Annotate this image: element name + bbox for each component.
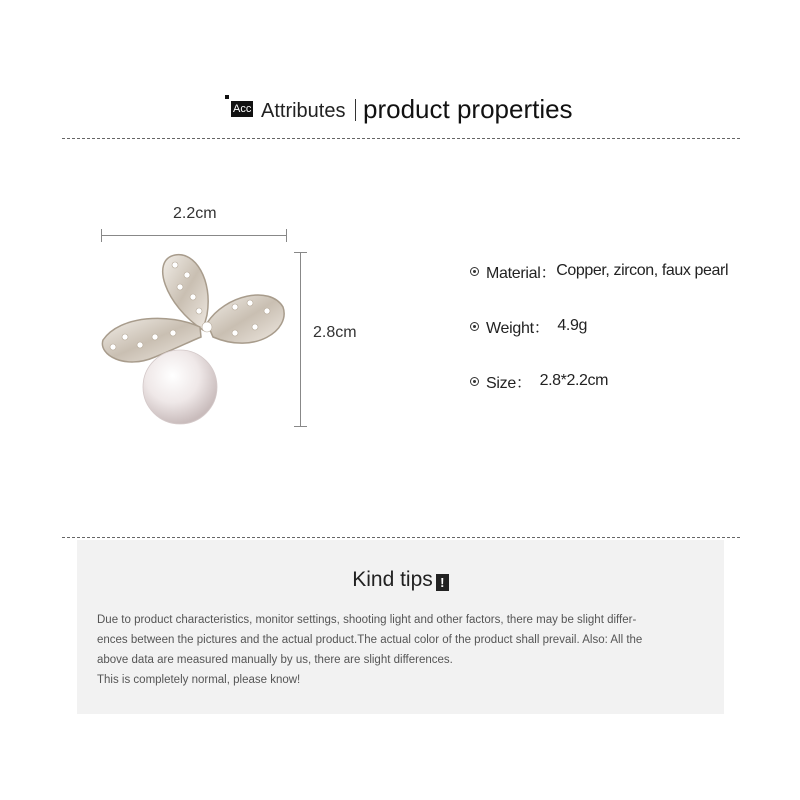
tips-line: This is completely normal, please know! — [97, 674, 301, 686]
header-tag: Acc — [233, 103, 252, 115]
height-line — [300, 252, 301, 427]
product-image — [95, 245, 295, 435]
spec-label: Weight： — [486, 319, 550, 337]
width-line — [101, 235, 287, 236]
bullet-icon — [470, 377, 479, 386]
tips-line: Due to product characteristics, monitor settings, shooting light and other factors, there may be slight differ- — [97, 614, 637, 626]
header-separator — [355, 99, 356, 121]
spec-material — [470, 260, 728, 282]
spec-label: Size： — [486, 374, 532, 392]
tips-line: ences between the pictures and the actual product.The actual color of the product shall prevail. Also: All the — [97, 634, 643, 646]
spec-weight — [470, 315, 587, 337]
top-divider — [62, 138, 740, 139]
header-dot — [225, 95, 229, 99]
spec-value: 4.9g — [557, 317, 587, 334]
spec-value: 2.8*2.2cm — [539, 372, 609, 389]
pearl — [143, 350, 217, 424]
tips-title: Kind tips — [352, 568, 433, 591]
bottom-divider — [62, 537, 740, 538]
spec-size — [470, 370, 608, 392]
height-tick-bottom — [294, 426, 307, 427]
width-label: 2.2cm — [173, 205, 217, 222]
bow-loop-right — [207, 295, 284, 343]
spec-value: Copper, zircon, faux pearl — [556, 262, 729, 279]
exclamation-icon: ! — [436, 574, 449, 591]
width-tick-left — [101, 229, 102, 242]
bullet-icon — [470, 322, 479, 331]
height-label: 2.8cm — [313, 324, 357, 341]
spec-label: Material： — [486, 264, 557, 282]
kind-tips-panel — [77, 540, 724, 714]
tips-line: above data are measured manually by us, there are slight differences. — [97, 654, 453, 666]
width-tick-right — [286, 229, 287, 242]
tips-text — [97, 610, 709, 690]
bullet-icon — [470, 267, 479, 276]
section-header — [0, 95, 800, 127]
header-subtitle: Attributes — [261, 100, 346, 122]
tips-heading — [77, 568, 724, 592]
height-tick-top — [294, 252, 307, 253]
page-title: product properties — [363, 94, 573, 124]
